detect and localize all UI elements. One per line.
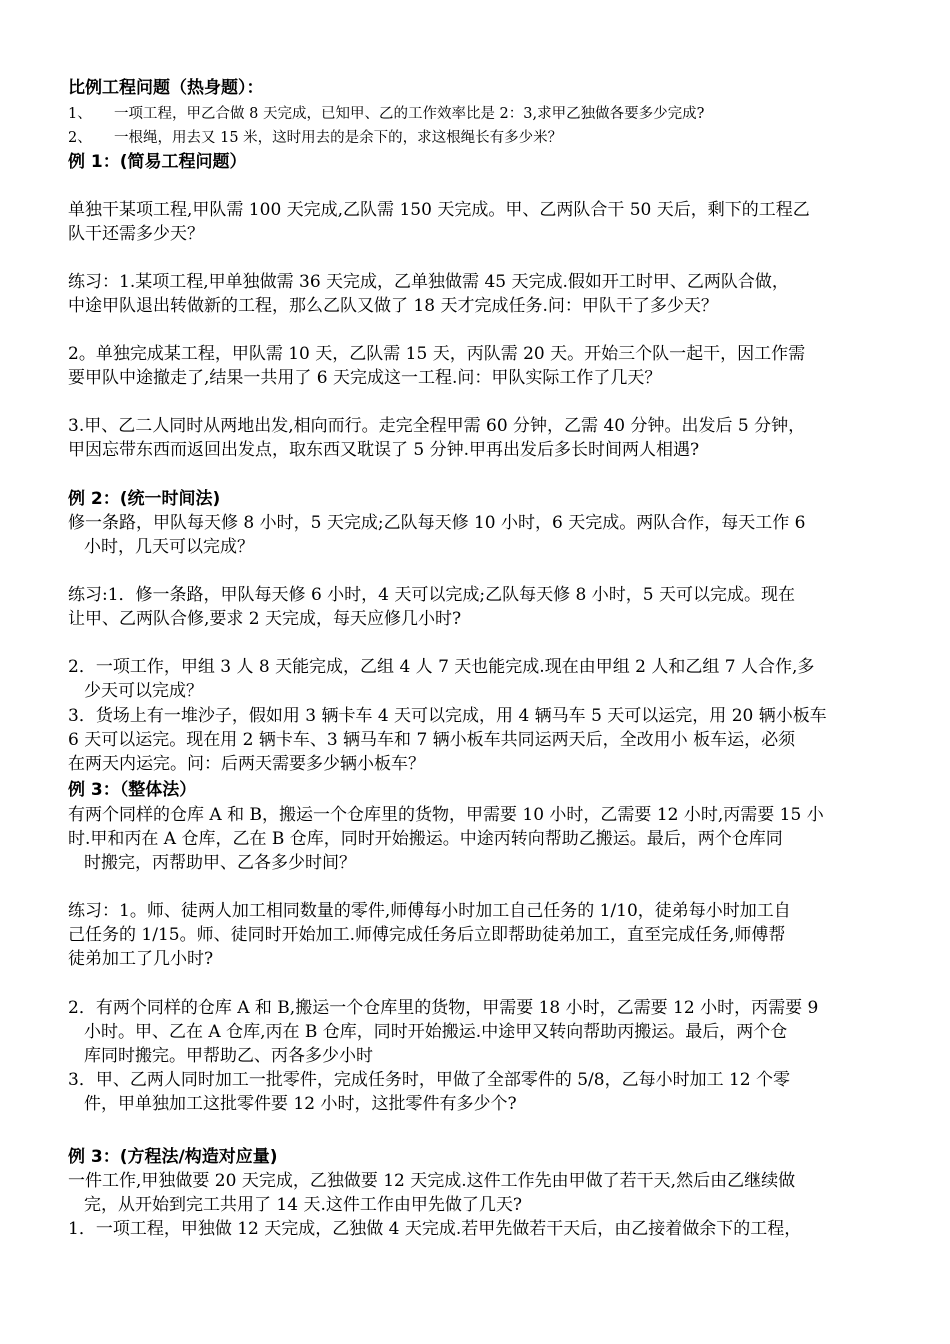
example-1-practice-2-line: 2。单独完成某工程，甲队需 10 天，乙队需 15 天，丙队需 20 天。开始三个队一起干，因工作需 (68, 344, 806, 364)
example-3b-title: 例 3：(方程法/构造对应量) (68, 1147, 278, 1167)
example-2-practice-3-line: 6 天可以运完。现在用 2 辆卡车、3 辆马车和 7 辆小板车共同运两天后，全改用小 板车运，必须 (68, 730, 796, 750)
example-2-practice-3-line: 在两天内运完。问：后两天需要多少辆小板车？ (68, 754, 425, 774)
example-3b-practice-1-line: 1．一项工程，甲独做 12 天完成，乙独做 4 天完成.若甲先做若干天后，由乙接着做余下的工程， (68, 1219, 802, 1239)
example-3-practice-2-line: 库同时搬完。甲帮助乙、丙各多少小时 (84, 1046, 373, 1066)
example-1-practice-3-line: 3.甲、乙二人同时从两地出发,相向而行。走完全程甲需 60 分钟，乙需 40 分钟。出发后 5 分钟， (68, 416, 806, 436)
example-3-practice-1-line: 徒弟加工了几小时? (68, 949, 214, 969)
example-2-problem-line: 小时，几天可以完成？ (84, 537, 254, 557)
example-3-practice-1-line: 练习：1。师、徒两人加工相同数量的零件,师傅每小时加工自己任务的 1/10，徒弟每小时加工自 (68, 901, 791, 921)
example-3-practice-2-line: 2．有两个同样的仓库 A 和 B,搬运一个仓库里的货物，甲需要 18 小时，乙需要 12 小时，丙需要 9 (68, 998, 819, 1018)
example-2-practice-1-line: 让甲、乙两队合修,要求 2 天完成，每天应修几小时? (68, 609, 462, 629)
warmup-question-1 (68, 102, 888, 126)
example-3-practice-2-line: 小时。甲、乙在 A 仓库,丙在 B 仓库，同时开始搬运.中途甲又转向帮助丙搬运。最后，两个仓 (84, 1022, 788, 1042)
warmup-q1-text: 一项工程，甲乙合做 8 天完成，已知甲、乙的工作效率比是 2：3,求甲乙独做各要多少完成? (114, 106, 705, 122)
example-2-practice-2-line: 少天可以完成？ (84, 681, 203, 701)
example-1-practice-1-line: 中途甲队退出转做新的工程，那么乙队又做了 18 天才完成任务.问：甲队干了多少天？ (68, 296, 718, 316)
example-1-problem-line: 单独干某项工程,甲队需 100 天完成,乙队需 150 天完成。甲、乙两队合干 50 天后，剩下的工程乙 (68, 200, 810, 220)
example-1-title: 例 1：(简易工程问题） (68, 152, 247, 172)
example-3-problem-line: 时搬完，丙帮助甲、乙各多少时间？ (84, 853, 356, 873)
example-3-practice-1-line: 己任务的 1/15。师、徒同时开始加工.师傅完成任务后立即帮助徒弟加工，直至完成任务,师傅帮 (68, 925, 786, 945)
example-3b-problem-line: 一件工作,甲独做要 20 天完成，乙独做要 12 天完成.这件工作先由甲做了若干天,然后由乙继续做 (68, 1171, 796, 1191)
example-2-practice-1-line: 练习:1．修一条路，甲队每天修 6 小时，4 天可以完成;乙队每天修 8 小时，5 天可以完成。现在 (68, 585, 795, 605)
warmup-question-2 (68, 126, 888, 150)
example-2-practice-2-line: 2．一项工作，甲组 3 人 8 天能完成，乙组 4 人 7 天也能完成.现在由甲组 2 人和乙组 7 人合作,多 (68, 657, 815, 677)
example-1-practice-1-line: 练习：1.某项工程,甲单独做需 36 天完成，乙单独做需 45 天完成.假如开工时甲、乙两队合做， (68, 272, 789, 292)
example-1-practice-3-line: 甲因忘带东西而返回出发点，取东西又耽误了 5 分钟.甲再出发后多长时间两人相遇? (68, 440, 700, 460)
example-1-problem-line: 队干还需多少天？ (68, 224, 204, 244)
example-2-practice-3-line: 3．货场上有一堆沙子，假如用 3 辆卡车 4 天可以完成，用 4 辆马车 5 天可以运完，用 20 辆小板车 (68, 706, 827, 726)
warmup-title: 比例工程问题（热身题）： (68, 78, 264, 98)
example-3-practice-3-line: 3．甲、乙两人同时加工一批零件，完成任务时，甲做了全部零件的 5/8，乙每小时加工 12 个零 (68, 1070, 791, 1090)
example-3-practice-3-line: 件，甲单独加工这批零件要 12 小时，这批零件有多少个? (84, 1094, 517, 1114)
example-3b-problem-line: 完，从开始到完工共用了 14 天.这件工作由甲先做了几天? (84, 1195, 522, 1215)
example-1-practice-2-line: 要甲队中途撤走了,结果一共用了 6 天完成这一工程.问：甲队实际工作了几天？ (68, 368, 662, 388)
example-3-problem-line: 时.甲和丙在 A 仓库，乙在 B 仓库，同时开始搬运。中途丙转向帮助乙搬运。最后，两个仓库同 (68, 829, 783, 849)
warmup-q1-number: 1、 (68, 106, 92, 122)
warmup-q2-number: 2、 (68, 130, 92, 146)
warmup-q2-text: 一根绳，用去又 15 米，这时用去的是余下的，求这根绳长有多少米？ (114, 130, 563, 146)
example-3-problem-line: 有两个同样的仓库 A 和 B，搬运一个仓库里的货物，甲需要 10 小时，乙需要 12 小时,丙需要 15 小 (68, 805, 824, 825)
example-2-title: 例 2：(统一时间法) (68, 489, 221, 509)
example-3-title: 例 3：（整体法） (68, 780, 197, 800)
example-2-problem-line: 修一条路，甲队每天修 8 小时，5 天完成;乙队每天修 10 小时，6 天完成。两队合作，每天工作 6 (68, 513, 806, 533)
